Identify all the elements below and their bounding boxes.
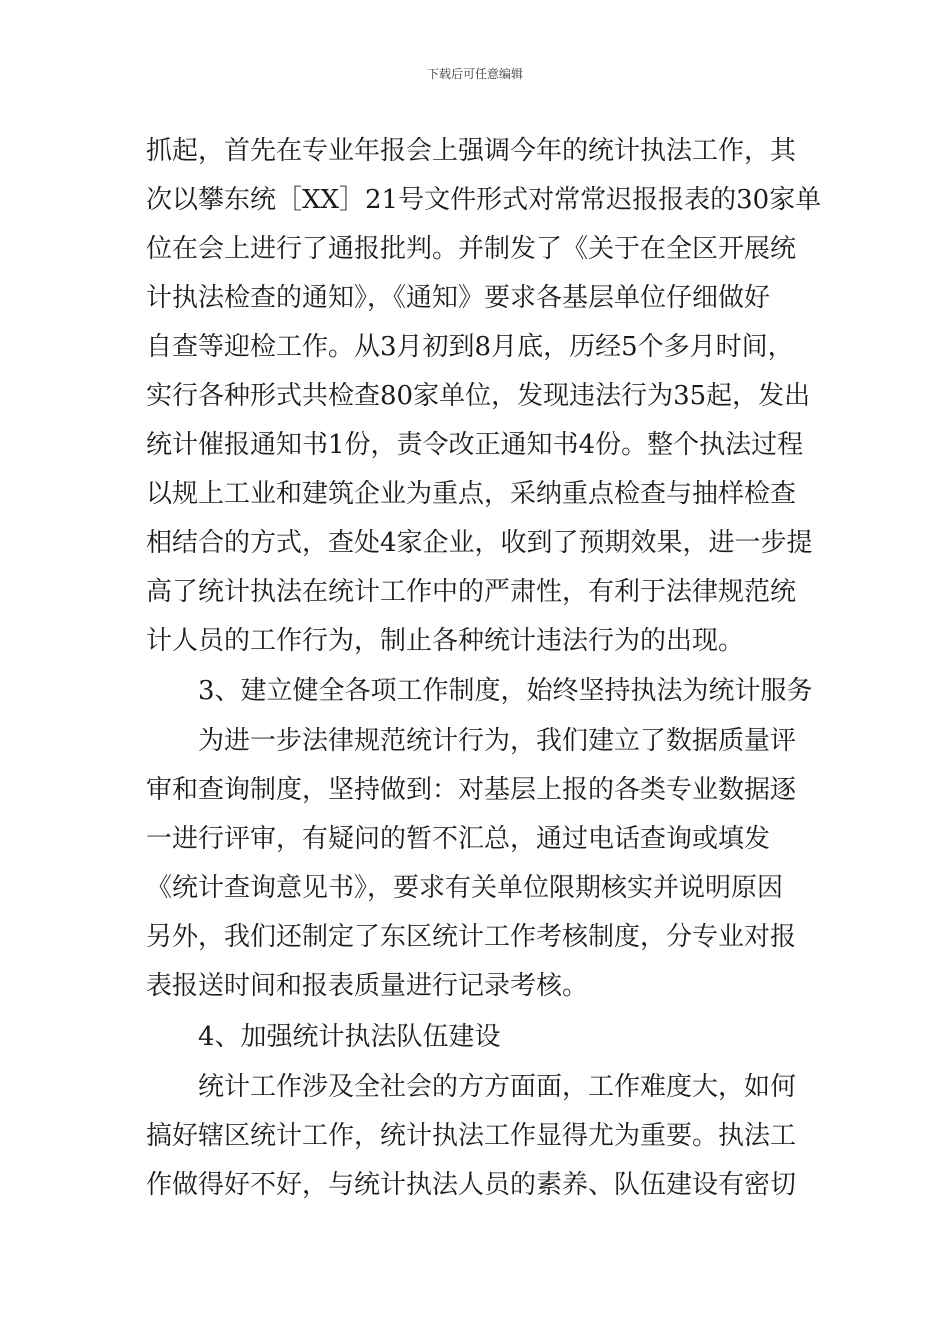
section-heading: 4、加强统计执法队伍建设 xyxy=(198,1022,501,1052)
body-line: 位在会上进行了通报批判。并制发了《关于在全区开展统 xyxy=(146,234,797,264)
body-line: 次以攀东统［XX］21号文件形式对常常迟报报表的30家单 xyxy=(146,185,822,215)
body-line: 以规上工业和建筑企业为重点，采纳重点检查与抽样检查 xyxy=(146,479,797,509)
body-line: 实行各种形式共检查80家单位，发现违法行为35起，发出 xyxy=(146,381,811,411)
section-heading: 3、建立健全各项工作制度，始终坚持执法为统计服务 xyxy=(198,676,813,706)
body-line: 高了统计执法在统计工作中的严肃性，有利于法律规范统 xyxy=(146,577,797,607)
page-header: 下载后可任意编辑 xyxy=(426,67,523,81)
body-line: 表报送时间和报表质量进行记录考核。 xyxy=(146,971,589,1001)
body-line: 《统计查询意见书》，要求有关单位限期核实并说明原因 xyxy=(146,873,784,903)
body-line: 抓起，首先在专业年报会上强调今年的统计执法工作，其 xyxy=(146,136,797,166)
body-line: 相结合的方式，查处4家企业，收到了预期效果，进一步提 xyxy=(146,528,813,558)
paragraph-first-line: 统计工作涉及全社会的方方面面，工作难度大，如何 xyxy=(198,1072,797,1102)
body-line: 作做得好不好，与统计执法人员的素养、队伍建设有密切 xyxy=(146,1170,797,1200)
body-line: 另外，我们还制定了东区统计工作考核制度，分专业对报 xyxy=(146,922,797,952)
body-line: 搞好辖区统计工作，统计执法工作显得尤为重要。执法工 xyxy=(146,1121,797,1151)
body-line: 一进行评审，有疑问的暂不汇总，通过电话查询或填发 xyxy=(146,824,771,854)
body-line: 统计催报通知书1份，责令改正通知书4份。整个执法过程 xyxy=(146,430,804,460)
body-line: 计执法检查的通知》，《通知》要求各基层单位仔细做好 xyxy=(146,283,771,313)
body-line: 审和查询制度，坚持做到：对基层上报的各类专业数据逐 xyxy=(146,775,797,805)
body-line: 自查等迎检工作。从3月初到8月底，历经5个多月时间， xyxy=(146,332,794,362)
paragraph-first-line: 为进一步法律规范统计行为，我们建立了数据质量评 xyxy=(198,726,797,756)
body-line: 计人员的工作行为，制止各种统计违法行为的出现。 xyxy=(146,626,745,656)
